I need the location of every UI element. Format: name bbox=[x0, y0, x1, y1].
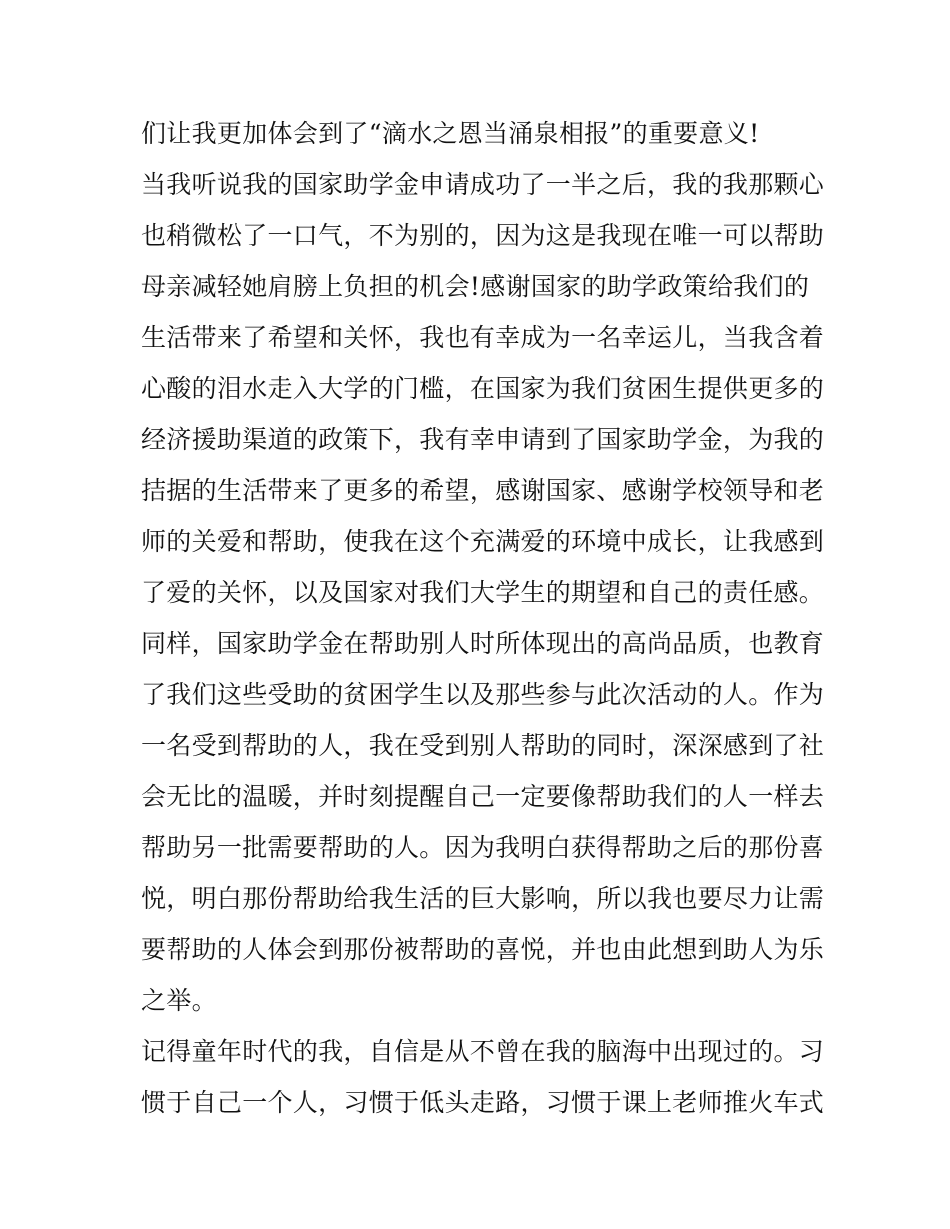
text-line: 们让我更加体会到了“滴水之恩当涌泉相报”的重要意义! bbox=[141, 119, 760, 148]
text-line: 记得童年时代的我，自信是从不曾在我的脑海中出现过的。习 bbox=[141, 1037, 825, 1066]
text-line: 悦，明白那份帮助给我生活的巨大影响，所以我也要尽力让需 bbox=[141, 884, 825, 913]
text-line: 当我听说我的国家助学金申请成功了一半之后，我的我那颗心 bbox=[141, 170, 825, 199]
text-line: 要帮助的人体会到那份被帮助的喜悦，并也由此想到助人为乐 bbox=[141, 935, 825, 964]
text-line: 会无比的温暖，并时刻提醒自己一定要像帮助我们的人一样去 bbox=[141, 782, 825, 811]
text-line: 经济援助渠道的政策下，我有幸申请到了国家助学金，为我的 bbox=[141, 425, 825, 454]
text-line: 心酸的泪水走入大学的门槛，在国家为我们贫困生提供更多的 bbox=[141, 374, 825, 403]
text-line: 惯于自己一个人，习惯于低头走路，习惯于课上老师推火车式 bbox=[141, 1088, 825, 1117]
text-line: 师的关爱和帮助，使我在这个充满爱的环境中成长，让我感到 bbox=[141, 527, 825, 556]
text-line: 生活带来了希望和关怀，我也有幸成为一名幸运儿，当我含着 bbox=[141, 323, 825, 352]
text-line: 了我们这些受助的贫困学生以及那些参与此次活动的人。作为 bbox=[141, 680, 825, 709]
document-body bbox=[141, 108, 825, 1128]
text-line: 帮助另一批需要帮助的人。因为我明白获得帮助之后的那份喜 bbox=[141, 833, 825, 862]
text-line: 拮据的生活带来了更多的希望，感谢国家、感谢学校领导和老 bbox=[141, 476, 825, 505]
text-line: 之举。 bbox=[141, 986, 217, 1015]
text-line: 了爱的关怀，以及国家对我们大学生的期望和自己的责任感。 bbox=[141, 578, 825, 607]
text-line: 一名受到帮助的人，我在受到别人帮助的同时，深深感到了社 bbox=[141, 731, 825, 760]
text-line: 同样，国家助学金在帮助别人时所体现出的高尚品质，也教育 bbox=[141, 629, 825, 658]
text-line: 也稍微松了一口气，不为别的，因为这是我现在唯一可以帮助 bbox=[141, 221, 825, 250]
text-line: 母亲减轻她肩膀上负担的机会!感谢国家的助学政策给我们的 bbox=[141, 272, 810, 301]
